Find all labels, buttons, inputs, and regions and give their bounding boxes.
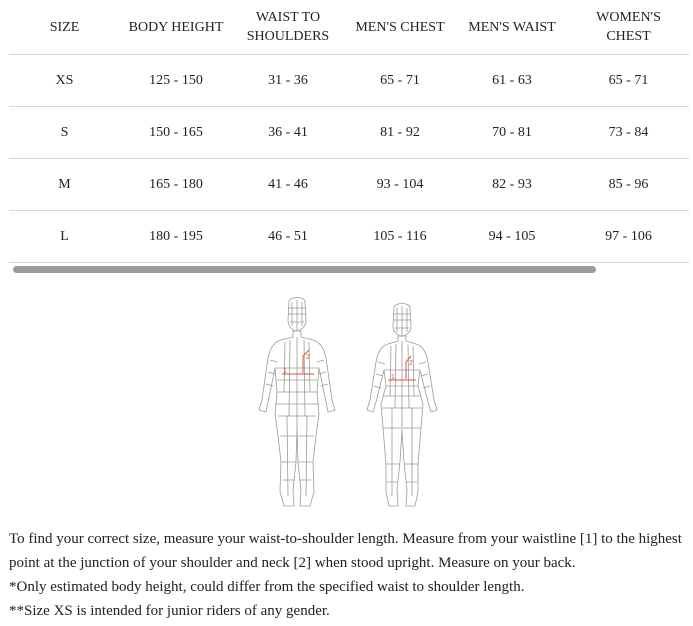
cell-womens-chest: 97 - 106	[605, 228, 652, 244]
note-body-height: *Only estimated body height, could differ from the specified waist to shoulder length.	[9, 579, 525, 595]
header-mens-waist-line-1: MEN'S WAIST	[468, 19, 556, 35]
instructions-paragraph: To find your correct size, measure your waist-to-shoulder length. Measure from your waistline [1] to the highest point at the junction of your shoulder and neck [2] when stood upright. Measure on your back.	[9, 531, 682, 571]
cell-body-height: 125 - 150	[149, 72, 203, 88]
cell-mens-chest: 65 - 71	[380, 72, 420, 88]
scrollbar-thumb[interactable]	[13, 266, 596, 273]
header-mens-chest-line-1: MEN'S CHEST	[355, 19, 445, 35]
cell-size: XS	[55, 72, 74, 88]
table-row	[9, 159, 689, 211]
table-header-row	[9, 0, 689, 55]
cell-body-height: 165 - 180	[149, 176, 203, 192]
cell-womens-chest: 85 - 96	[608, 176, 649, 192]
female-figure-icon	[367, 304, 437, 507]
header-mens-waist	[456, 0, 568, 55]
cell-waist-to-shoulders: 36 - 41	[268, 124, 308, 140]
cell-size: L	[60, 228, 69, 244]
cell-mens-chest: 93 - 104	[376, 176, 424, 192]
cell-mens-chest: 105 - 116	[373, 228, 427, 244]
cell-mens-waist: 82 - 93	[492, 176, 532, 192]
size-chart-table-container	[9, 0, 689, 263]
cell-size: S	[60, 124, 69, 140]
header-waist-line-2: SHOULDERS	[246, 29, 330, 44]
cell-mens-chest: 81 - 92	[380, 124, 420, 140]
header-womens-chest-line-2: CHEST	[606, 29, 651, 44]
table-row	[9, 55, 689, 107]
cell-mens-waist: 61 - 63	[492, 72, 532, 88]
header-womens-chest-line-1: WOMEN'S	[596, 10, 661, 25]
cell-waist-to-shoulders: 31 - 36	[268, 72, 308, 88]
header-size-line-1: SIZE	[49, 19, 80, 35]
horizontal-scrollbar[interactable]	[9, 265, 689, 275]
cell-mens-waist: 94 - 105	[488, 228, 536, 244]
header-womens-chest	[568, 0, 689, 55]
size-guide-instructions	[9, 527, 689, 623]
header-mens-chest	[344, 0, 456, 55]
cell-mens-waist: 70 - 81	[492, 124, 532, 140]
header-waist-to-shoulders	[232, 0, 344, 55]
cell-body-height: 150 - 165	[149, 124, 203, 140]
header-waist-line-1: WAIST TO	[255, 10, 321, 25]
header-body-height	[120, 0, 232, 55]
cell-body-height: 180 - 195	[149, 228, 203, 244]
header-body-height-line-1: BODY HEIGHT	[128, 19, 224, 35]
cell-waist-to-shoulders: 41 - 46	[268, 176, 308, 192]
female-marker-1: 1	[391, 374, 395, 381]
size-chart-table	[9, 0, 689, 263]
male-marker-1: 1	[283, 368, 287, 375]
table-row	[9, 211, 689, 263]
cell-size: M	[58, 176, 71, 192]
note-size-xs: **Size XS is intended for junior riders of any gender.	[9, 603, 330, 619]
female-marker-2: 2	[409, 360, 413, 367]
header-size	[9, 0, 120, 55]
cell-waist-to-shoulders: 46 - 51	[268, 228, 308, 244]
male-figure-icon	[259, 298, 335, 507]
male-marker-2: 2	[306, 354, 310, 361]
cell-womens-chest: 65 - 71	[608, 72, 649, 88]
body-measurement-illustration	[240, 296, 455, 508]
table-row	[9, 107, 689, 159]
cell-womens-chest: 73 - 84	[608, 124, 649, 140]
